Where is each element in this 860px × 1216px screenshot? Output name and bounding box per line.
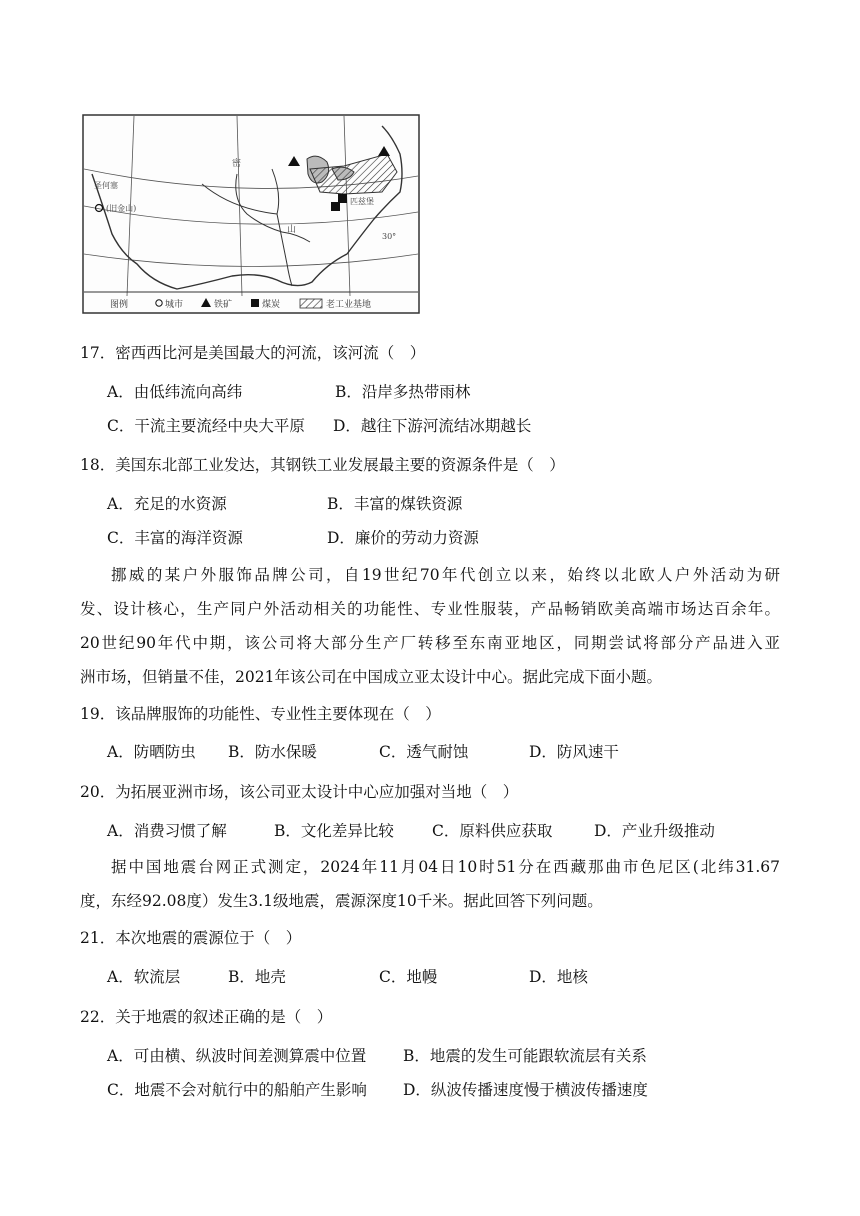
question-21-option-a: A．软流层 (107, 968, 181, 986)
question-20-option-d: D．产业升级推动 (594, 822, 715, 840)
question-22-option-d: D．纵波传播速度慢于横波传播速度 (403, 1081, 648, 1099)
question-19-option-d: D．防风速干 (529, 743, 619, 761)
question-19-option-c: C．透气耐蚀 (379, 743, 469, 761)
passage-1-line-3: 20世纪90年代中期，该公司将大部分生产厂转移至东南亚地区，同期尝试将部分产品进入亚 (80, 634, 780, 652)
map-label-mountain: 山 (287, 225, 297, 235)
question-22-option-a: A．可由横、纵波时间差测算震中位置 (107, 1047, 367, 1065)
question-22-option-b: B．地震的发生可能跟软流层有关系 (403, 1047, 647, 1065)
legend-coal: 煤炭 (262, 300, 281, 310)
question-19-option-a: A．防晒防虫 (107, 743, 196, 761)
passage-2-line-2: 度，东经92.08度）发生3.1级地震，震源深度10千米。据此回答下列问题。 (80, 892, 603, 910)
map-label-pitt: 匹兹堡 (350, 197, 374, 206)
question-18-stem: 18．美国东北部工业发达，其钢铁工业发展最主要的资源条件是（ ） (80, 456, 565, 474)
coal-symbol (331, 202, 340, 211)
question-19-stem: 19．该品牌服饰的功能性、专业性主要体现在（ ） (80, 705, 441, 723)
map-label-city2: 圣何塞 (94, 181, 118, 190)
question-22-option-c: C．地震不会对航行中的船舶产生影响 (107, 1081, 367, 1099)
question-17-option-c: C．干流主要流经中央大平原 (107, 417, 305, 435)
question-20-stem: 20．为拓展亚洲市场，该公司亚太设计中心应加强对当地（ ） (80, 783, 519, 801)
question-17-stem: 17．密西西比河是美国最大的河流，该河流（ ） (80, 344, 426, 362)
question-20-option-c: C．原料供应获取 (432, 822, 553, 840)
question-18-option-a: A．充足的水资源 (107, 495, 227, 513)
legend-iron: 铁矿 (214, 300, 233, 310)
question-21-option-b: B．地壳 (228, 968, 286, 986)
question-21-option-c: C．地幔 (379, 968, 438, 986)
map-label-deg: 30° (382, 232, 397, 241)
legend-industry: 老工业基地 (326, 300, 372, 310)
question-17-option-d: D．越往下游河流结冰期越长 (333, 417, 532, 435)
question-17-option-b: B．沿岸多热带雨林 (335, 383, 471, 401)
question-21-option-d: D．地核 (529, 968, 588, 986)
question-18-option-d: D．廉价的劳动力资源 (327, 529, 479, 547)
question-19-option-b: B．防水保暖 (228, 743, 317, 761)
us-industry-map (82, 114, 420, 314)
question-18-option-b: B．丰富的煤铁资源 (327, 495, 463, 513)
passage-1-line-4: 洲市场，但销量不佳，2021年该公司在中国成立亚太设计中心。据此完成下面小题。 (80, 668, 662, 686)
coal-symbol (338, 194, 347, 203)
passage-2-line-1: 据中国地震台网正式测定，2024年11月04日10时51分在西藏那曲市色尼区(北纬31.67 (111, 858, 780, 876)
question-22-stem: 22．关于地震的叙述正确的是（ ） (80, 1008, 333, 1026)
passage-1-line-2: 发、设计核心，生产同户外活动相关的功能性、专业性服装，产品畅销欧美高端市场达百余年。 (80, 600, 780, 618)
question-20-option-a: A．消费习惯了解 (107, 822, 227, 840)
question-21-stem: 21．本次地震的震源位于（ ） (80, 929, 302, 947)
map-label-city: (旧金山) (106, 204, 137, 213)
passage-1-line-1: 挪威的某户外服饰品牌公司，自19世纪70年代创立以来，始终以北欧人户外活动为研 (111, 566, 780, 584)
question-20-option-b: B．文化差异比较 (274, 822, 394, 840)
legend-city: 城市 (165, 300, 184, 310)
legend-title: 图例 (110, 300, 129, 310)
map-label-river: 密 (232, 159, 242, 169)
question-17-option-a: A．由低纬流向高纬 (107, 383, 243, 401)
question-18-option-c: C．丰富的海洋资源 (107, 529, 243, 547)
